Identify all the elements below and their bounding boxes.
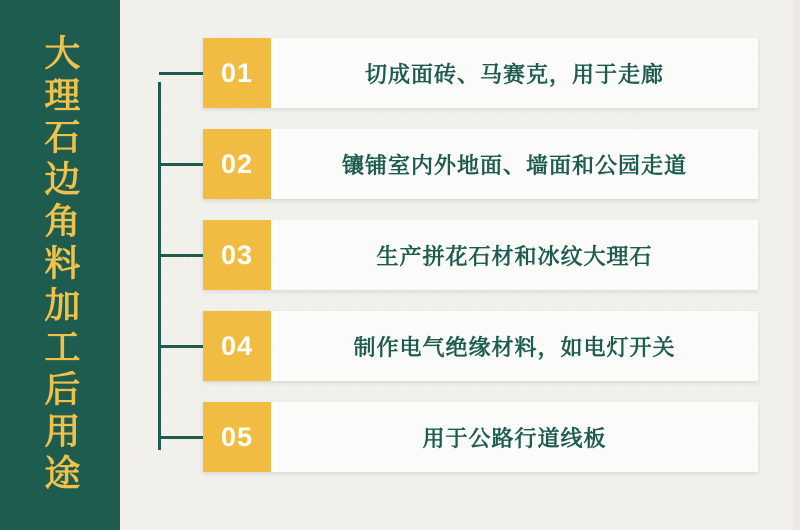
step-text: 用于公路行道线板 — [422, 425, 607, 451]
step-card[interactable] — [203, 311, 758, 381]
step-number: 03 — [203, 220, 271, 290]
list-item[interactable] — [158, 220, 758, 290]
connector-line-icon — [159, 163, 203, 166]
step-text: 制作电气绝缘材料，如电灯开关 — [353, 334, 676, 360]
connector-line-icon — [159, 436, 203, 439]
steps-list — [158, 38, 758, 494]
step-text: 生产拼花石材和冰纹大理石 — [376, 243, 653, 269]
step-text: 切成面砖、马赛克，用于走廊 — [364, 61, 664, 87]
list-item[interactable] — [158, 129, 758, 199]
step-number: 01 — [203, 38, 271, 108]
step-card[interactable] — [203, 220, 758, 290]
step-card[interactable] — [203, 402, 758, 472]
step-number: 02 — [203, 129, 271, 199]
step-number: 05 — [203, 402, 271, 472]
list-item[interactable] — [158, 311, 758, 381]
step-card[interactable] — [203, 129, 758, 199]
step-text: 镶铺室内外地面、墙面和公园走道 — [341, 152, 687, 178]
right-edge-strip — [794, 0, 800, 530]
list-item[interactable] — [158, 38, 758, 108]
page-title: 大理石边角料加工后用途 — [39, 34, 81, 496]
connector-line-icon — [159, 345, 203, 348]
connector-line-icon — [159, 72, 203, 75]
connector-line-icon — [159, 254, 203, 257]
step-number: 04 — [203, 311, 271, 381]
step-card[interactable] — [203, 38, 758, 108]
list-item[interactable] — [158, 402, 758, 472]
title-panel — [0, 0, 120, 530]
